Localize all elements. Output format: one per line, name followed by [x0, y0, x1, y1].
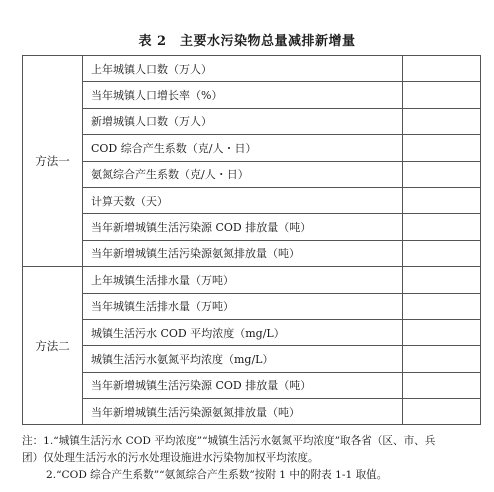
table-row: [23, 56, 481, 82]
value-cell: [403, 161, 481, 187]
note-line: 注：1.“城镇生活污水 COD 平均浓度”“城镇生活污水氨氮平均浓度”取各省（区、市、兵: [22, 435, 436, 447]
table-row: [23, 399, 481, 425]
row-label: COD 综合产生系数（克/人・日）: [83, 135, 403, 161]
row-label: 当年新增城镇生活污染源氨氮排放量（吨）: [83, 240, 403, 266]
note-line: 团）仅处理生活污水的污水处理设施进水污染物加权平均浓度。: [22, 452, 319, 464]
value-cell: [403, 135, 481, 161]
method-two-label: 方法二: [23, 267, 83, 425]
table-row: [23, 293, 481, 319]
value-cell: [403, 319, 481, 345]
value-cell: [403, 399, 481, 425]
emission-reduction-table: [22, 55, 481, 425]
table-row: [23, 319, 481, 345]
row-label: 当年城镇人口增长率（%）: [83, 82, 403, 108]
value-cell: [403, 108, 481, 134]
note-line: 2.“COD 综合产生系数”“氨氮综合产生系数”按附 1 中的附表 1-1 取值。: [46, 469, 388, 481]
value-cell: [403, 346, 481, 372]
table-notes: [22, 433, 484, 484]
row-label: 当年城镇生活排水量（万吨）: [83, 293, 403, 319]
row-label: 氨氮综合产生系数（克/人・日）: [83, 161, 403, 187]
table-row: [23, 82, 481, 108]
value-cell: [403, 82, 481, 108]
table-title: 表 2 主要水污染物总量减排新增量: [138, 34, 356, 49]
row-label: 计算天数（天）: [83, 187, 403, 213]
value-cell: [403, 372, 481, 398]
table-row: [23, 267, 481, 293]
table-row: [23, 346, 481, 372]
table-row: [23, 240, 481, 266]
table-row: [23, 372, 481, 398]
table-row: [23, 108, 481, 134]
row-label: 当年新增城镇生活污染源 COD 排放量（吨）: [83, 214, 403, 240]
table-row: [23, 187, 481, 213]
row-label: 当年新增城镇生活污染源 COD 排放量（吨）: [83, 372, 403, 398]
value-cell: [403, 214, 481, 240]
value-cell: [403, 187, 481, 213]
table-row: [23, 135, 481, 161]
value-cell: [403, 293, 481, 319]
row-label: 当年新增城镇生活污染源氨氮排放量（吨）: [83, 399, 403, 425]
value-cell: [403, 267, 481, 293]
row-label: 上年城镇生活排水量（万吨）: [83, 267, 403, 293]
value-cell: [403, 56, 481, 82]
value-cell: [403, 240, 481, 266]
method-one-label: 方法一: [23, 56, 83, 267]
row-label: 上年城镇人口数（万人）: [83, 56, 403, 82]
table-row: [23, 214, 481, 240]
table-row: [23, 161, 481, 187]
row-label: 城镇生活污水氨氮平均浓度（mg/L）: [83, 346, 403, 372]
row-label: 城镇生活污水 COD 平均浓度（mg/L）: [83, 319, 403, 345]
row-label: 新增城镇人口数（万人）: [83, 108, 403, 134]
